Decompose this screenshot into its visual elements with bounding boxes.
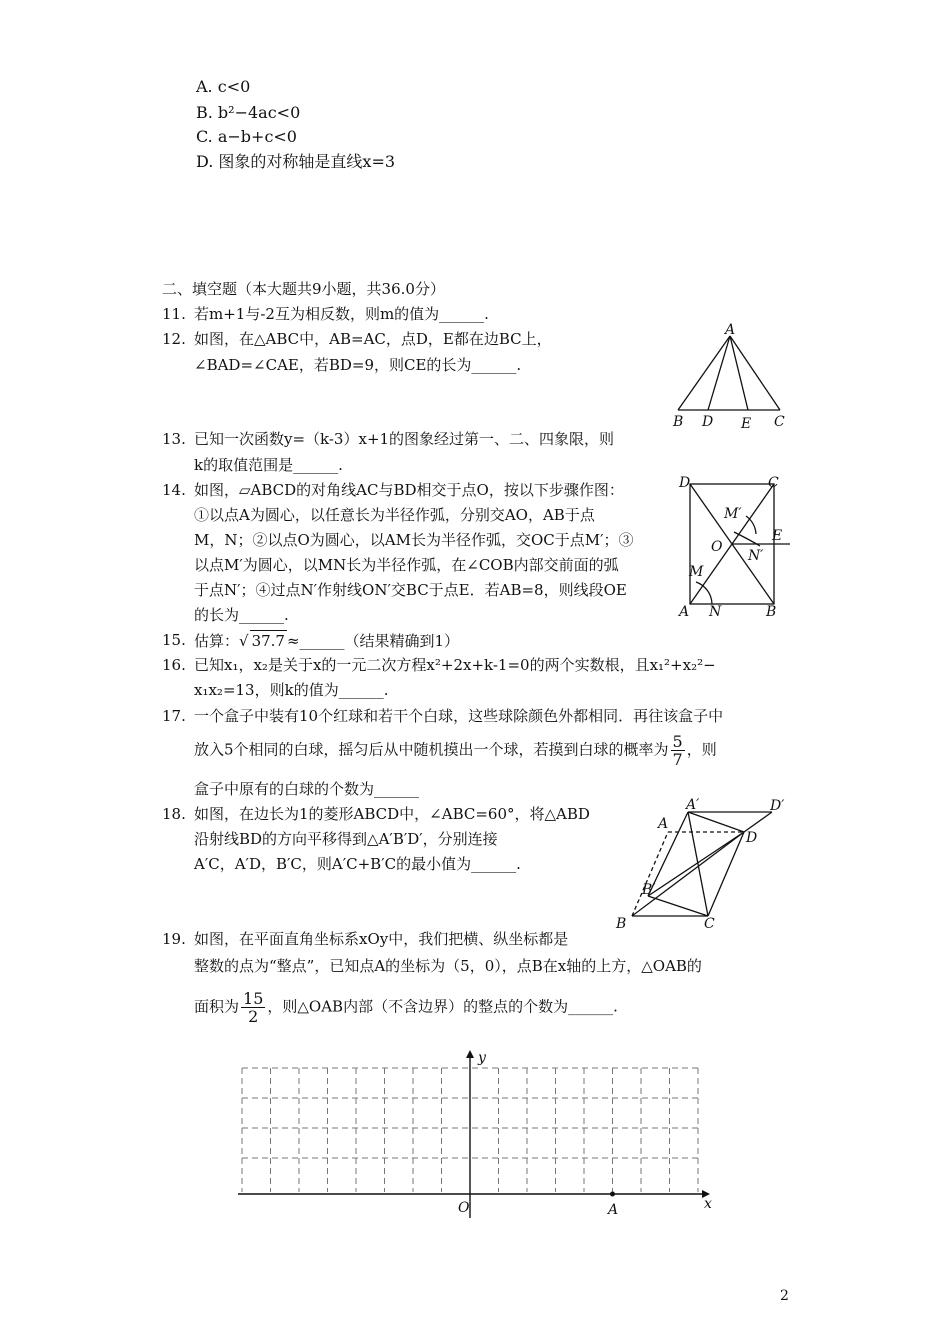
q17-text-line1: 一个盒子中装有10个红球和若干个白球，这些球除颜色外都相同．再往该盒子中 xyxy=(194,707,724,725)
q17-text-line3: 盒子中原有的白球的个数为______ xyxy=(194,780,420,798)
q19-fraction xyxy=(241,990,265,1025)
q19-line3-b: ，则△OAB内部（不含边界）的整点的个数为______. xyxy=(267,997,618,1016)
q17-line2-a: 放入5个相同的白球，摇匀后从中随机摸出一个球，若摸到白球的概率为 xyxy=(194,740,669,759)
q14-text-line1: 如图，▱ABCD的对角线AC与BD相交于点O，按以下步骤作图： xyxy=(194,481,624,499)
option-d: D. 图象的对称轴是直线x=3 xyxy=(196,152,396,171)
fig18-label-b-prime: B′ xyxy=(642,882,656,898)
q17-fraction-denominator: 7 xyxy=(672,750,683,769)
q15-prefix: 估算： xyxy=(194,632,240,650)
fig19-label-y: y xyxy=(478,1050,486,1066)
q14-number: 14. xyxy=(162,481,186,499)
q14-text-line5: 于点N′；④过点N′作射线ON′交BC于点E．若AB=8，则线段OE xyxy=(194,581,627,599)
q17-text-line2 xyxy=(194,733,717,768)
q19-fraction-numerator: 15 xyxy=(243,989,264,1008)
q19-fraction-denominator: 2 xyxy=(248,1007,259,1026)
q19-text-line3 xyxy=(194,990,618,1025)
q11-text: 若m+1与-2互为相反数，则m的值为______. xyxy=(194,305,489,323)
q18-text-line2: 沿射线BD的方向平移得到△A′B′D′，分别连接 xyxy=(194,830,498,848)
q14-text-line2: ①以点A为圆心，以任意长为半径作弧，分别交AO，AB于点 xyxy=(194,506,595,524)
fig12-label-b: B xyxy=(673,414,684,430)
section-title: 二、填空题（本大题共9小题，共36.0分） xyxy=(162,280,445,298)
fig14-label-e: E xyxy=(772,528,783,544)
q16-text-line2: x₁x₂=13，则k的值为______. xyxy=(194,681,389,699)
fig19-y-arrow-icon xyxy=(466,1050,474,1058)
fig18-label-b: B xyxy=(616,916,627,932)
figure-q18-rhombus xyxy=(612,796,792,932)
fig14-label-b: B xyxy=(766,604,777,620)
figure-q12-triangle xyxy=(668,318,794,434)
q14-text-line4: 以点M′为圆心，以MN长为半径作弧，在∠COB内部交前面的弧 xyxy=(194,556,619,574)
q17-number: 17. xyxy=(162,707,186,725)
q14-text-line6: 的长为______. xyxy=(194,606,289,624)
q15-number: 15. xyxy=(162,631,186,649)
q13-text-line1: 已知一次函数y=（k-3）x+1的图象经过第一、二、四象限，则 xyxy=(194,430,615,448)
q13-text-line2: k的取值范围是______. xyxy=(194,456,343,474)
q13-number: 13. xyxy=(162,430,186,448)
fig19-label-x: x xyxy=(704,1196,712,1212)
q16-text-line1: 已知x₁，x₂是关于x的一元二次方程x²+2x+k-1=0的两个实数根，且x₁²+x₂²− xyxy=(194,656,716,674)
fig14-label-o: O xyxy=(711,539,723,555)
q17-fraction xyxy=(671,733,685,768)
fig18-label-a-prime: A′ xyxy=(686,797,700,813)
page-number: 2 xyxy=(780,1288,789,1304)
q19-text-line1: 如图，在平面直角坐标系xOy中，我们把横、纵坐标都是 xyxy=(194,930,569,948)
fig18-label-a: A xyxy=(658,816,669,832)
q17-fraction-numerator: 5 xyxy=(672,732,683,751)
fig12-label-a: A xyxy=(725,322,736,338)
fig14-label-m-prime: M′ xyxy=(724,506,742,522)
q12-number: 12. xyxy=(162,330,186,348)
q15-suffix: ≈______（结果精确到1） xyxy=(286,632,460,650)
q15-radicand: 37.7 xyxy=(251,632,285,650)
q15-text: 估算：√ 37.7 ≈______（结果精确到1） xyxy=(194,632,460,650)
q12-text-line2: ∠BAD=∠CAE，若BD=9，则CE的长为______. xyxy=(194,356,522,374)
fig19-point-a xyxy=(610,1192,615,1197)
q19-text-line2: 整数的点为“整点”，已知点A的坐标为（5，0），点B在x轴的上方，△OAB的 xyxy=(194,957,702,975)
q19-number: 19. xyxy=(162,930,186,948)
figure-q14-parallelogram xyxy=(674,470,800,622)
fig18-label-c: C xyxy=(704,916,715,932)
fig14-label-d: D xyxy=(679,475,691,491)
q14-text-line3: M，N；②以点O为圆心，以AM长为半径作弧，交OC于点M′；③ xyxy=(194,531,634,549)
q18-number: 18. xyxy=(162,805,186,823)
q19-line3-a: 面积为 xyxy=(194,997,240,1016)
q17-line2-b: ，则 xyxy=(686,740,717,759)
q18-text-line3: A′C，A′D，B′C，则A′C+B′C的最小值为______. xyxy=(194,855,521,873)
fig18-label-d-prime: D′ xyxy=(770,798,785,814)
fig12-label-d: D xyxy=(702,414,714,430)
option-a: A. c<0 xyxy=(196,77,251,96)
option-b: B. b²−4ac<0 xyxy=(196,103,301,122)
fig18-label-d: D xyxy=(746,830,758,846)
fig12-label-e: E xyxy=(741,416,752,432)
fig14-label-n-prime: N′ xyxy=(748,548,764,564)
fig19-label-o: O xyxy=(458,1200,470,1216)
fig14-label-n: N xyxy=(709,604,722,620)
q16-number: 16. xyxy=(162,656,186,674)
q12-text-line1: 如图，在△ABC中，AB=AC，点D，E都在边BC上， xyxy=(194,330,552,348)
option-c: C. a−b+c<0 xyxy=(196,127,297,146)
q18-text-line1: 如图，在边长为1的菱形ABCD中，∠ABC=60°，将△ABD xyxy=(194,805,590,823)
fig14-label-c: C xyxy=(768,475,779,491)
fig14-label-m: M xyxy=(689,564,704,580)
fig12-label-c: C xyxy=(774,414,785,430)
q11-number: 11. xyxy=(162,305,186,323)
fig14-label-a: A xyxy=(679,604,690,620)
fig19-label-a: A xyxy=(608,1202,619,1218)
figure-q19-grid xyxy=(232,1048,722,1228)
